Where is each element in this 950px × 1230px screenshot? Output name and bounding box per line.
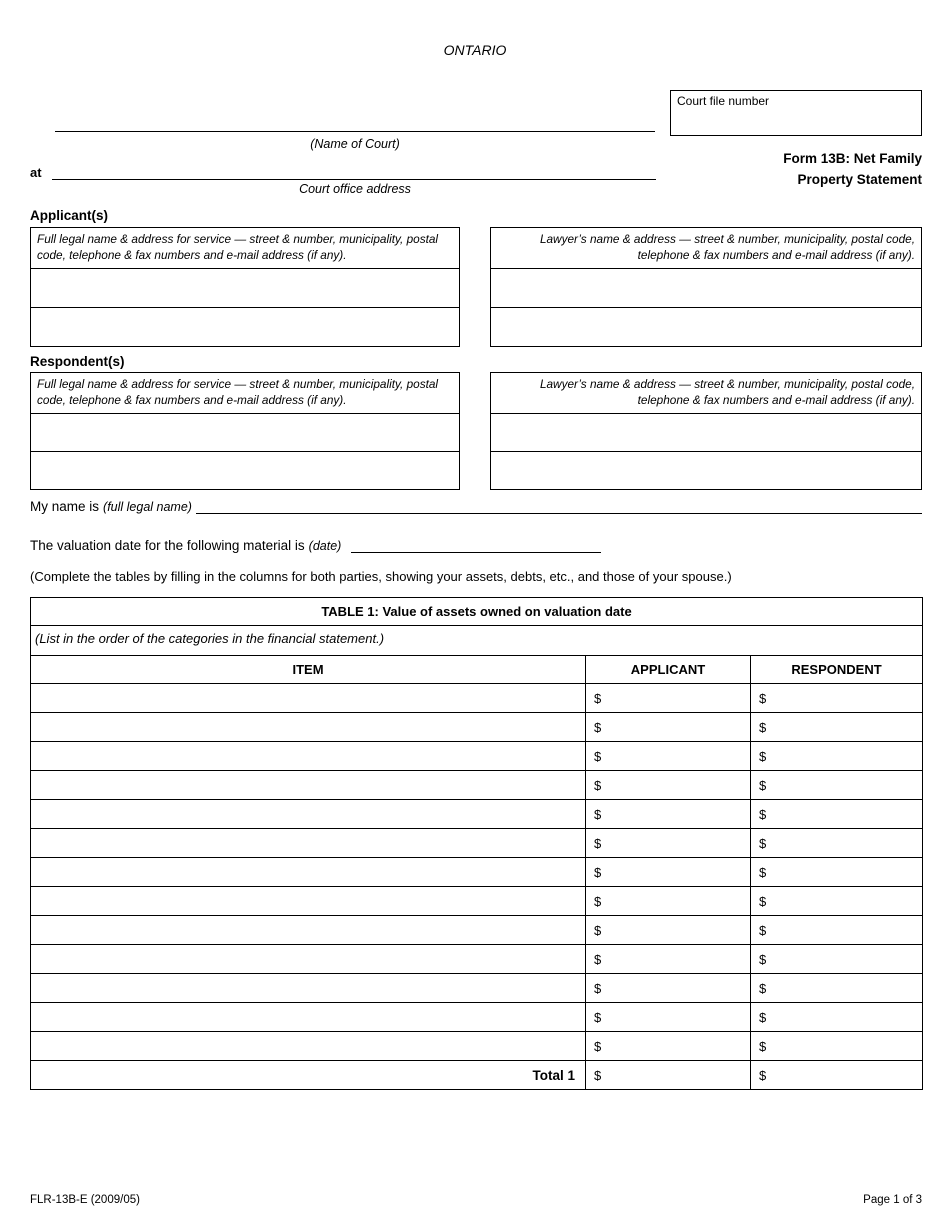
- table1-row: [31, 829, 923, 858]
- table1-row: [31, 974, 923, 1003]
- table1-note-row: [31, 626, 923, 656]
- respondent-lawyer-box: [490, 372, 922, 490]
- dollar-sign: $: [759, 1009, 767, 1025]
- dollar-sign: $: [759, 806, 767, 822]
- respondent-lawyer-field-1[interactable]: [491, 414, 921, 452]
- table1-row: [31, 916, 923, 945]
- respondent-value-cell[interactable]: [751, 829, 923, 858]
- dollar-sign: $: [594, 777, 602, 793]
- form-title-line1: Form 13B: Net Family: [783, 151, 922, 166]
- table1-title-row: [31, 598, 923, 626]
- item-cell[interactable]: [31, 800, 586, 829]
- respondent-value-cell[interactable]: [751, 1003, 923, 1032]
- applicant-value-cell[interactable]: [586, 742, 751, 771]
- total-label-cell: Total 1: [31, 1061, 586, 1090]
- item-cell[interactable]: [31, 887, 586, 916]
- dollar-sign: $: [759, 748, 767, 764]
- applicant-value-cell[interactable]: [586, 1003, 751, 1032]
- table1-row: [31, 771, 923, 800]
- applicant-lawyer-box-label: Lawyer’s name & address — street & number, municipality, postal code, telephone & fax numbers and e-mail address (if any).: [491, 228, 921, 269]
- table1-column-header-row: [31, 656, 923, 684]
- table1-row: [31, 887, 923, 916]
- dollar-sign: $: [759, 893, 767, 909]
- table1-row: [31, 684, 923, 713]
- item-cell[interactable]: [31, 916, 586, 945]
- dollar-sign: $: [594, 719, 602, 735]
- table1-row: [31, 742, 923, 771]
- respondent-party-field-2[interactable]: [31, 452, 459, 489]
- instruction-text: (Complete the tables by filling in the columns for both parties, showing your assets, debts, etc., and those of your spouse.): [30, 569, 732, 584]
- applicant-lawyer-field-1[interactable]: [491, 269, 921, 308]
- respondent-party-box: [30, 372, 460, 490]
- respondent-value-cell[interactable]: [751, 771, 923, 800]
- respondent-boxes: [30, 372, 922, 490]
- form-title-line2: Property Statement: [797, 172, 922, 187]
- table1-title: TABLE 1: Value of assets owned on valuation date: [31, 598, 923, 626]
- valuation-date-label: The valuation date for the following material is: [30, 538, 305, 553]
- applicant-value-cell[interactable]: [586, 771, 751, 800]
- item-cell[interactable]: [31, 1032, 586, 1061]
- date-caption: (date): [308, 539, 342, 553]
- dollar-sign: $: [759, 980, 767, 996]
- item-cell[interactable]: [31, 829, 586, 858]
- applicant-party-box: [30, 227, 460, 347]
- dollar-sign: $: [594, 1067, 602, 1083]
- table1-row: [31, 713, 923, 742]
- respondent-value-cell[interactable]: [751, 684, 923, 713]
- respondent-value-cell[interactable]: [751, 916, 923, 945]
- item-cell[interactable]: [31, 742, 586, 771]
- applicant-value-cell[interactable]: [586, 829, 751, 858]
- dollar-sign: $: [594, 806, 602, 822]
- applicant-party-field-2[interactable]: [31, 308, 459, 346]
- applicant-lawyer-box: [490, 227, 922, 347]
- court-file-number-box[interactable]: [670, 90, 922, 136]
- dollar-sign: $: [594, 1038, 602, 1054]
- dollar-sign: $: [759, 864, 767, 880]
- applicant-boxes: [30, 227, 922, 347]
- form-title: [620, 148, 922, 190]
- valuation-date-field[interactable]: [351, 535, 601, 553]
- my-name-label: My name is: [30, 499, 100, 514]
- dollar-sign: $: [594, 980, 602, 996]
- column-header-respondent: RESPONDENT: [751, 656, 923, 684]
- dollar-sign: $: [759, 951, 767, 967]
- court-office-address-caption: Court office address: [299, 182, 411, 196]
- form-code: FLR-13B-E (2009/05): [30, 1194, 140, 1206]
- dollar-sign: $: [594, 748, 602, 764]
- applicant-heading: Applicant(s): [30, 208, 109, 223]
- dollar-sign: $: [759, 1038, 767, 1054]
- item-cell[interactable]: [31, 713, 586, 742]
- table1-row: [31, 800, 923, 829]
- column-header-applicant: APPLICANT: [586, 656, 751, 684]
- applicant-lawyer-field-2[interactable]: [491, 308, 921, 346]
- my-name-field[interactable]: [196, 496, 922, 514]
- table1-row: [31, 945, 923, 974]
- respondent-party-field-1[interactable]: [31, 414, 459, 452]
- table1-row: [31, 1003, 923, 1032]
- court-file-number-label: Court file number: [677, 94, 770, 108]
- item-cell[interactable]: [31, 945, 586, 974]
- my-name-row: [30, 496, 922, 514]
- dollar-sign: $: [594, 690, 602, 706]
- respondent-value-cell[interactable]: [751, 1032, 923, 1061]
- applicant-value-cell[interactable]: [586, 1032, 751, 1061]
- respondent-value-cell[interactable]: [751, 858, 923, 887]
- respondent-value-cell[interactable]: [751, 713, 923, 742]
- respondent-value-cell[interactable]: [751, 945, 923, 974]
- total-applicant-cell[interactable]: [586, 1061, 751, 1090]
- item-cell[interactable]: [31, 684, 586, 713]
- respondent-value-cell[interactable]: [751, 974, 923, 1003]
- dollar-sign: $: [759, 922, 767, 938]
- table1-note: (List in the order of the categories in the financial statement.): [31, 626, 923, 656]
- table1-head: [31, 598, 923, 684]
- dollar-sign: $: [759, 835, 767, 851]
- respondent-value-cell[interactable]: [751, 800, 923, 829]
- respondent-lawyer-field-2[interactable]: [491, 452, 921, 489]
- applicant-value-cell[interactable]: [586, 945, 751, 974]
- jurisdiction-label: ONTARIO: [443, 42, 507, 58]
- table1: [30, 597, 923, 1090]
- applicant-party-field-1[interactable]: [31, 269, 459, 308]
- dollar-sign: $: [594, 922, 602, 938]
- page-indicator: Page 1 of 3: [863, 1194, 922, 1206]
- item-cell[interactable]: [31, 858, 586, 887]
- dollar-sign: $: [594, 1009, 602, 1025]
- dollar-sign: $: [759, 777, 767, 793]
- dollar-sign: $: [594, 864, 602, 880]
- valuation-date-row: [30, 535, 922, 553]
- name-of-court-caption: (Name of Court): [310, 137, 400, 151]
- applicant-value-cell[interactable]: [586, 916, 751, 945]
- item-cell[interactable]: [31, 974, 586, 1003]
- at-label: at: [30, 165, 42, 180]
- dollar-sign: $: [759, 1067, 767, 1083]
- dollar-sign: $: [594, 893, 602, 909]
- name-of-court-field[interactable]: [55, 113, 655, 132]
- dollar-sign: $: [594, 951, 602, 967]
- item-cell[interactable]: [31, 1003, 586, 1032]
- respondent-lawyer-box-label: Lawyer’s name & address — street & number, municipality, postal code, telephone & fax numbers and e-mail address (if any).: [491, 373, 921, 414]
- respondent-value-cell[interactable]: [751, 742, 923, 771]
- applicant-value-cell[interactable]: [586, 800, 751, 829]
- table1-row: [31, 858, 923, 887]
- court-office-address-field[interactable]: [52, 161, 656, 180]
- applicant-value-cell[interactable]: [586, 858, 751, 887]
- respondent-party-box-label: Full legal name & address for service — street & number, municipality, postal code, telephone & fax numbers and e-mail address (if any).: [31, 373, 459, 414]
- dollar-sign: $: [759, 690, 767, 706]
- table1-total-row: [31, 1061, 923, 1090]
- respondent-value-cell[interactable]: [751, 887, 923, 916]
- respondent-heading: Respondent(s): [30, 354, 125, 369]
- full-legal-name-caption: (full legal name): [103, 500, 192, 514]
- table1-foot: [31, 1061, 923, 1090]
- applicant-value-cell[interactable]: [586, 887, 751, 916]
- applicant-value-cell[interactable]: [586, 713, 751, 742]
- table1-row: [31, 1032, 923, 1061]
- total-respondent-cell[interactable]: [751, 1061, 923, 1090]
- table1-body: [31, 684, 923, 1061]
- applicant-party-box-label: Full legal name & address for service — street & number, municipality, postal code, telephone & fax numbers and e-mail address (if any).: [31, 228, 459, 269]
- applicant-value-cell[interactable]: [586, 974, 751, 1003]
- column-header-item: ITEM: [31, 656, 586, 684]
- item-cell[interactable]: [31, 771, 586, 800]
- dollar-sign: $: [594, 835, 602, 851]
- applicant-value-cell[interactable]: [586, 684, 751, 713]
- dollar-sign: $: [759, 719, 767, 735]
